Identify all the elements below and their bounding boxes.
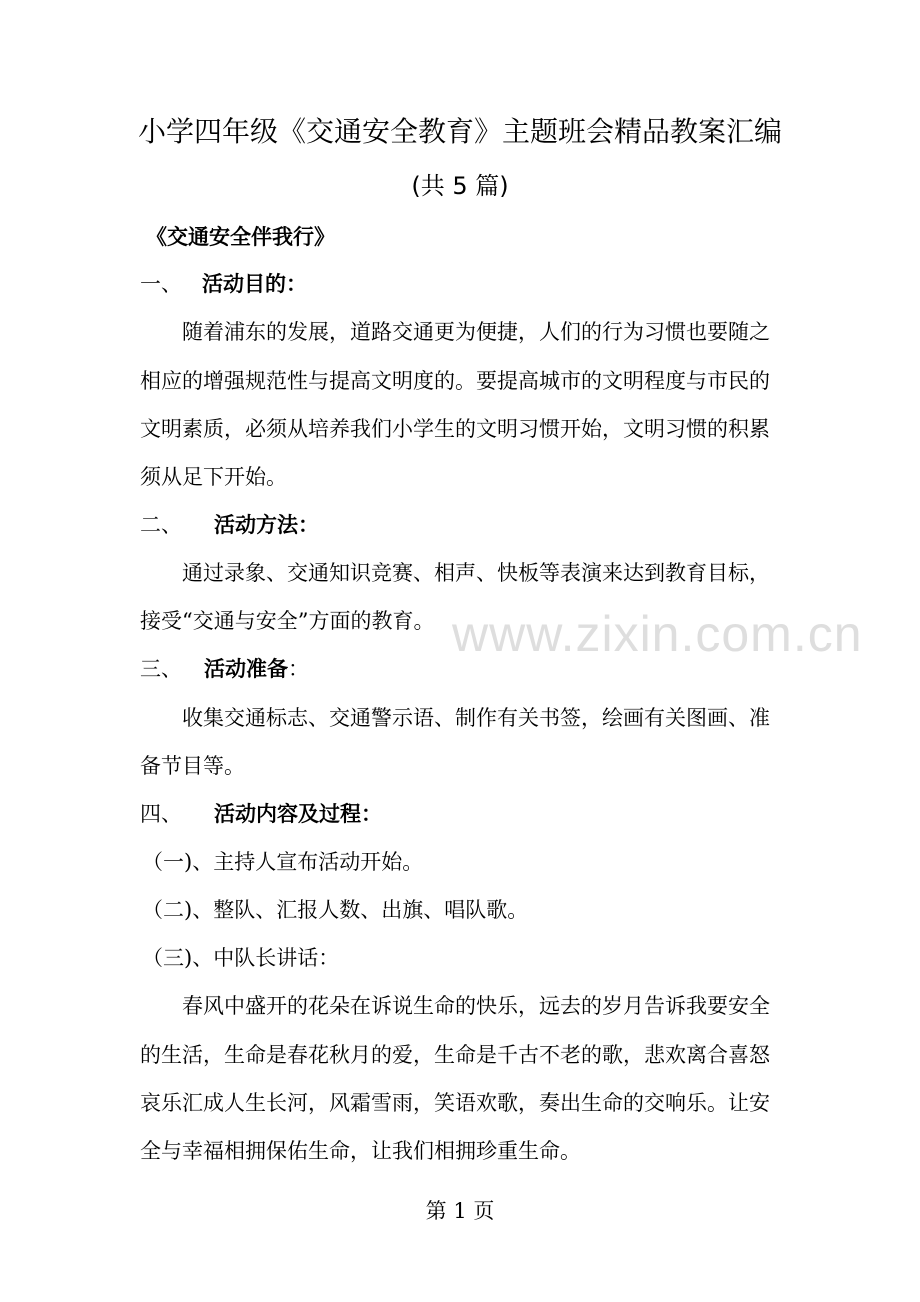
paragraph-line: 随着浦东的发展，道路交通更为便捷，人们的行为习惯也要随之 xyxy=(182,320,770,344)
section-number: 一、 xyxy=(140,272,182,296)
paragraph-line: 相应的增强规范性与提高文明度的。要提高城市的文明程度与市民的 xyxy=(140,369,770,393)
section-heading-1 xyxy=(140,269,307,299)
paragraph-line: 春风中盛开的花朵在诉说生命的快乐，远去的岁月告诉我要安全 xyxy=(182,994,770,1018)
section-title: 活动方法： xyxy=(214,512,319,537)
section-heading-2 xyxy=(140,510,319,540)
section-number: 三、 xyxy=(140,657,182,681)
lesson-title: 《交通安全伴我行》 xyxy=(146,224,335,249)
section-number: 四、 xyxy=(140,802,182,826)
paragraph-line: 备节目等。 xyxy=(140,754,245,778)
paragraph-line: 哀乐汇成人生长河，风霜雪雨，笑语欢歌，奏出生命的交响乐。让安 xyxy=(140,1091,770,1115)
paragraph-line: 须从足下开始。 xyxy=(140,465,287,489)
paragraph-line: 的生活，生命是春花秋月的爱，生命是千古不老的歌，悲欢离合喜怒 xyxy=(140,1043,770,1067)
paragraph-line: 通过录象、交通知识竞赛、相声、快板等表演来达到教育目标， xyxy=(182,561,770,585)
section-number: 二、 xyxy=(140,513,182,537)
list-item: （三)、中队长讲话： xyxy=(142,946,340,970)
paragraph-line: 文明素质，必须从培养我们小学生的文明习惯开始，文明习惯的积累 xyxy=(140,417,770,441)
section-title: 活动目的： xyxy=(202,271,307,296)
list-item: （一)、主持人宣布活动开始。 xyxy=(142,850,424,874)
section-title-colon: ： xyxy=(288,657,309,681)
section-heading-3 xyxy=(140,654,309,684)
list-item: （二)、整队、汇报人数、出旗、唱队歌。 xyxy=(142,898,529,922)
paragraph-line: 接受“交通与安全”方面的教育。 xyxy=(140,609,435,633)
section-title: 活动准备 xyxy=(204,656,288,681)
paragraph-line: 收集交通标志、交通警示语、制作有关书签，绘画有关图画、准 xyxy=(182,706,770,730)
section-heading-4 xyxy=(140,799,382,829)
watermark: www.zixin.com.cn xyxy=(452,606,863,662)
document-title: 小学四年级《交通安全教育》主题班会精品教案汇编 xyxy=(137,115,782,148)
document-title-count: (共 5 篇) xyxy=(411,172,509,200)
paragraph-line: 全与幸福相拥保佑生命，让我们相拥珍重生命。 xyxy=(140,1139,581,1163)
section-title: 活动内容及过程： xyxy=(214,801,382,826)
page-number: 第 1 页 xyxy=(425,1199,495,1223)
